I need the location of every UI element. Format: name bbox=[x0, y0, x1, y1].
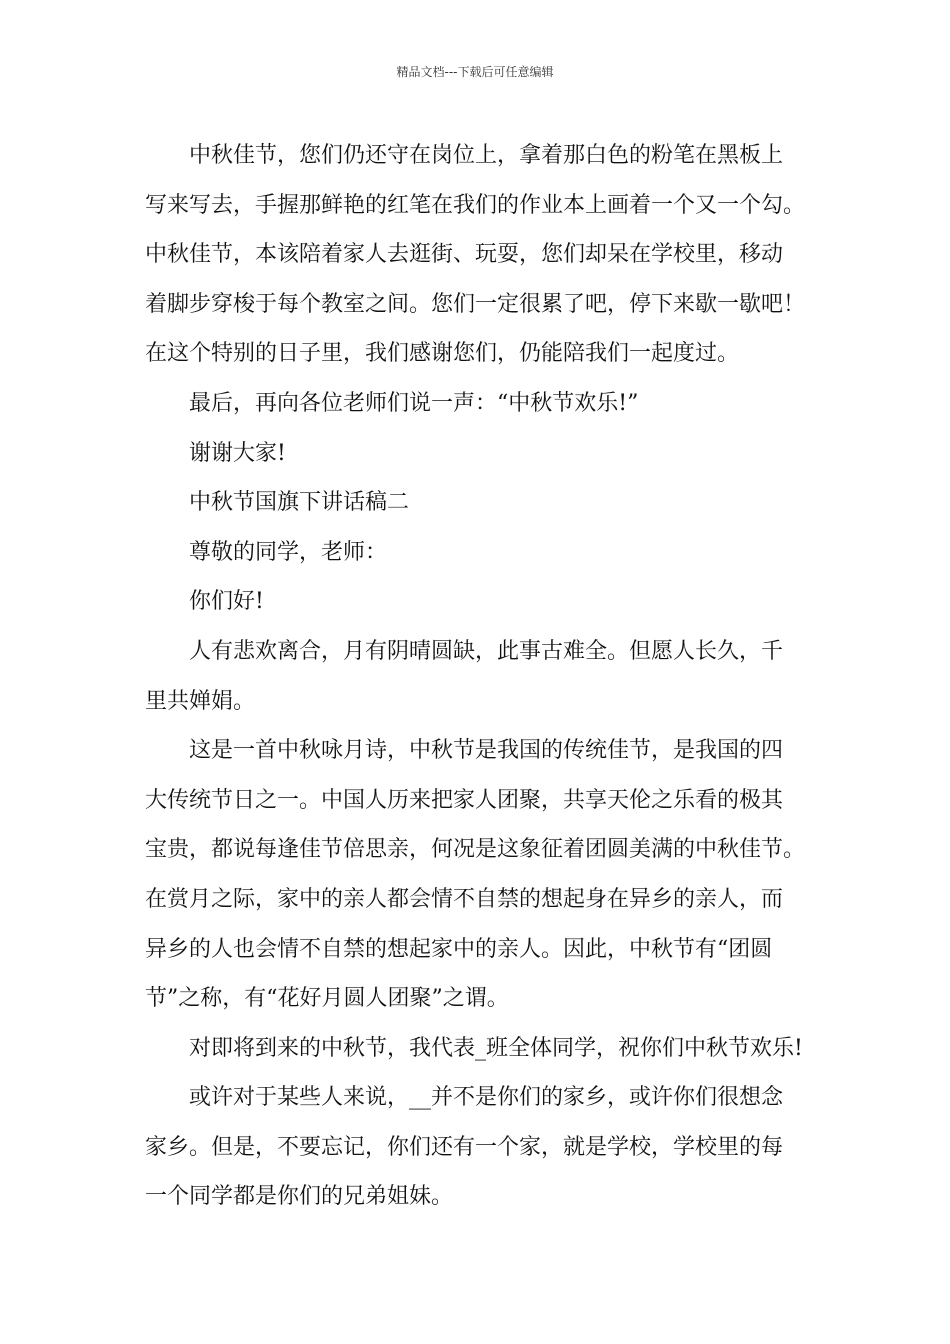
text-line: 尊敬的同学，老师： bbox=[189, 539, 388, 565]
text-line: 这是一首中秋咏月诗，中秋节是我国的传统佳节，是我国的四 bbox=[189, 738, 784, 764]
text-line: 写来写去，手握那鲜艳的红笔在我们的作业本上画着一个又一个勾。 bbox=[145, 192, 806, 218]
text-line: 谢谢大家! bbox=[189, 440, 286, 466]
paragraph bbox=[145, 1024, 817, 1074]
paragraph bbox=[145, 627, 817, 726]
text-line: 大传统节日之一。中国人历来把家人团聚，共享天伦之乐看的极其 bbox=[145, 787, 784, 813]
paragraph bbox=[145, 1073, 817, 1222]
text-line: 最后，再向各位老师们说一声：“中秋节欢乐!” bbox=[189, 390, 639, 416]
text-line: 家乡。但是，不要忘记，你们还有一个家，就是学校，学校里的每 bbox=[145, 1134, 784, 1160]
text-line: 中秋佳节，您们仍还守在岗位上，拿着那白色的粉笔在黑板上 bbox=[189, 143, 784, 168]
text-line: 中秋佳节，本该陪着家人去逛街、玩耍，您们却呆在学校里，移动 bbox=[145, 242, 784, 268]
text-line: 你们好! bbox=[189, 589, 264, 615]
paragraph bbox=[145, 726, 817, 1024]
paragraph bbox=[145, 379, 817, 429]
paragraph bbox=[145, 131, 817, 379]
text-line: 中秋节国旗下讲话稿二 bbox=[189, 490, 410, 516]
text-line: 着脚步穿梭于每个教室之间。您们一定很累了吧，停下来歇一歇吧！ bbox=[145, 291, 806, 317]
text-line: 节”之称，有“花好月圆人团聚”之谓。 bbox=[145, 986, 509, 1012]
paragraph bbox=[145, 429, 817, 479]
text-line: 对即将到来的中秋节，我代表_班全体同学，祝你们中秋节欢乐! bbox=[189, 1035, 803, 1061]
page-header: 精品文档---下载后可任意编辑 bbox=[396, 65, 554, 79]
text-line: 异乡的人也会情不自禁的想起家中的亲人。因此，中秋节有“团圆 bbox=[145, 936, 773, 962]
document-body bbox=[145, 131, 817, 1222]
text-line: 里共婵娟。 bbox=[145, 688, 256, 714]
text-line: 在这个特别的日子里，我们感谢您们，仍能陪我们一起度过。 bbox=[145, 341, 740, 367]
salutation bbox=[145, 528, 817, 578]
greeting bbox=[145, 577, 817, 627]
text-line: 宝贵，都说每逢佳节倍思亲，何况是这象征着团圆美满的中秋佳节。 bbox=[145, 837, 806, 863]
text-line: 在赏月之际，家中的亲人都会情不自禁的想起身在异乡的亲人，而 bbox=[145, 886, 784, 912]
section-heading bbox=[145, 478, 817, 528]
text-line: 一个同学都是你们的兄弟姐妹。 bbox=[145, 1184, 454, 1210]
text-line: 人有悲欢离合，月有阴晴圆缺，此事古难全。但愿人长久，千 bbox=[189, 638, 784, 664]
text-line: 或许对于某些人来说，__并不是你们的家乡，或许你们很想念 bbox=[189, 1085, 784, 1111]
